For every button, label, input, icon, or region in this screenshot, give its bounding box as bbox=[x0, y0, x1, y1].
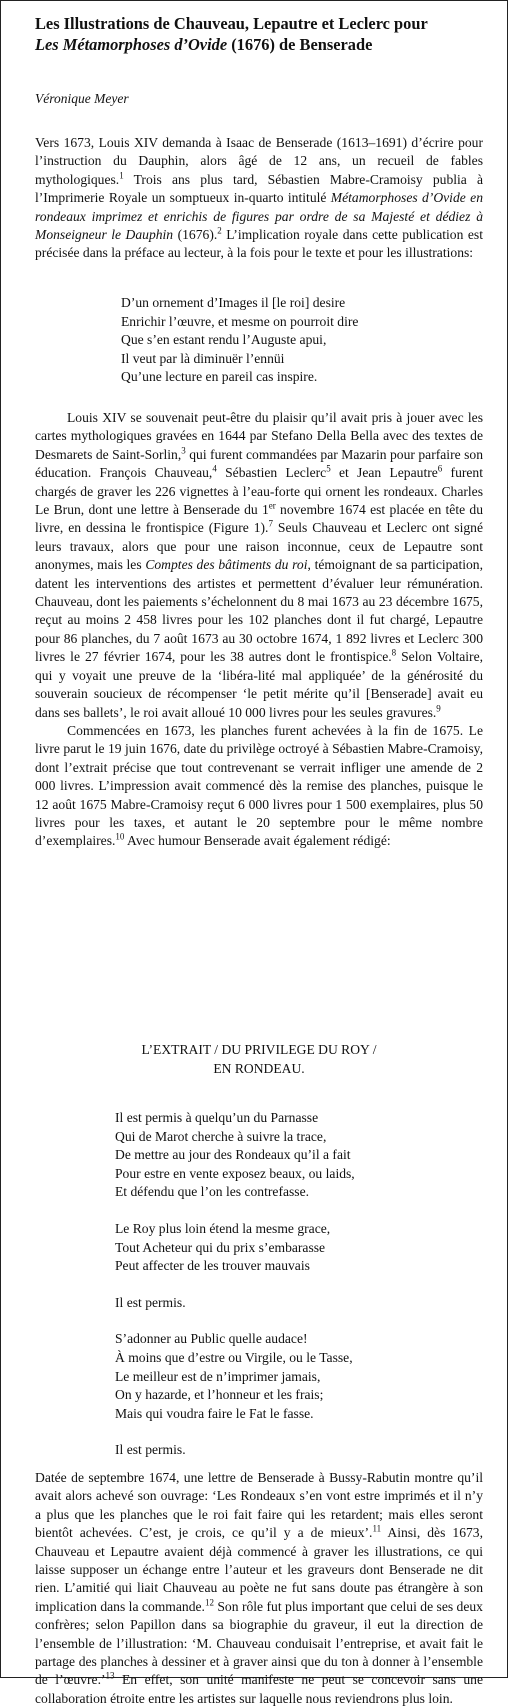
footnote-ref[interactable]: 5 bbox=[326, 463, 331, 474]
poem-line: On y hazarde, et l’honneur et les frais; bbox=[115, 1387, 324, 1403]
poem-line: Et défendu que l’on les contrefasse. bbox=[115, 1184, 310, 1200]
footnote-ref[interactable]: 7 bbox=[268, 518, 273, 529]
verse-line: Que s’en estant rendu l’Auguste apui, bbox=[121, 332, 327, 348]
poem-line: Le Roy plus loin étend la mesme grace, bbox=[115, 1220, 331, 1236]
author-name: Véronique Meyer bbox=[35, 91, 129, 106]
paragraph-4: Datée de septembre 1674, une lettre de Benserade à Bussy-Rabutin montre qu’il avait alors achevé son ouvrage: ‘Les Rondeaux s’en vont estre imprimés et il n’y a plus que les planches que le roi fait faire qui les retardent; mais elles seront bientôt achevées. C’est, je crois, ce qu’il y a de mieux’.$^{11}$ Ainsi, dès 1673, Chauveau et Lepautre avaient déjà commencé à graver les illustrations, ce qui laisse supposer un échange entre l’auteur et les graveurs dont Benserade ne dit rien. L’amitié qui liait Chauveau au poète ne fut sans doute pas étrangère à son implication dans la commande.$^{12}$ Son rôle fut plus important que celui de ses deux confrères; selon Papillon dans sa biographie du graveur, il eut la direction de l’ensemble de l’illustration: ‘M. Chauveau conduisait l’entreprise, et avait fait le partage des planches à dessiner et à graver ainsi que du ton à donner à l’ensemble de l’œuvre.’$^{13}$ En effet, son unité manifeste ne peut se concevoir sans une collaboration étroite entre les artistes sur laquelle nous reviendrons plus loin. bbox=[35, 1470, 483, 1706]
poem-line: Qui de Marot cherche à suivre la trace, bbox=[115, 1128, 327, 1144]
verse-line: D’un ornement d’Images il [le roi] desire bbox=[121, 295, 346, 310]
footnote-ref[interactable]: 12 bbox=[204, 1597, 214, 1608]
verse-line: Enrichir l’œuvre, et mesme on pourroit dire bbox=[121, 313, 359, 329]
footnote-ref[interactable]: 13 bbox=[105, 1670, 115, 1681]
title-line-1: Les Illustrations de Chauveau, Lepautre et Leclerc pour bbox=[35, 14, 428, 33]
poem-line: S’adonner au Public quelle audace! bbox=[115, 1331, 308, 1347]
poem-line: Pour estre en vente exposez beaux, ou laids, bbox=[115, 1165, 355, 1181]
poem-line: Mais qui voudra faire le Fat le fasse. bbox=[115, 1405, 314, 1421]
paragraph-2: Louis XIV se souvenait peut-être du plaisir qu’il avait pris à jouer avec les cartes mythologiques gravées en 1644 par Stefano Della Bella avec des textes de Desmarets de Saint-Sorlin,$^3$ qui furent commandées par Mazarin pour parfaire son éducation. François Chauveau,$^4$ Sébastien Leclerc$^5$ et Jean Lepautre$^6$ furent chargés de graver les 226 vignettes à l’eau-forte qui ornent les rondeaux. Charles Le Brun, dont une lettre à Benserade du 1er novembre 1674 est placée en tête du livre, en dessina le frontispice (Figure 1).$^7$ Seuls Chauveau et Leclerc ont signé leurs travaux, alors que pour une raison inconnue, ceux de Lepautre sont anonymes, mais les Comptes des bâtiments du roi, témoignant de sa participation, datent les interventions des artistes et permettent d’évaluer leur rémunération. Chauveau, dont les paiements s’échelonnent du 8 mai 1673 au 23 décembre 1675, reçut au moins 2 458 livres pour les 102 planches dont il fut chargé, Lepautre pour 86 planches, du 7 août 1673 au 30 octobre 1674, 1 892 livres et Leclerc 300 livres le 27 février 1674, pour les 38 autres dont le frontispice.$^8$ Selon Voltaire, qui y voyait une preuve de la ‘libéra-lité mal appliquée’ de la générosité du souverain soucieux de récompenser ‘le petit mérite qu’il [Benserade] avait eu dans ses ballets’, le roi avait alloué 10 000 livres pour les seules gravures.$^9$ Commencées en 1673, les planches furent achevées à la fin de 1675. Le livre parut le 19 juin 1676, date du privilège octroyé à Sébastien Mabre-Cramoisy, dont l’extrait précise que tout contrevenant se verrait infliger une amende de 2 000 livres. L’impression avait commencé dès la remise des planches, puisque le 12 août 1675 Mabre-Cramoisy reçut 6 000 livres pour 1 500 exemplaires, plus 50 livres pour les taxes, et autant le 20 septembre pour le même nombre d’exemplaires.$^{10}$ Avec humour Benserade avait également rédigé: bbox=[35, 410, 484, 849]
article-title bbox=[35, 13, 481, 55]
poem-line: Peut affecter de les trouver mauvais bbox=[115, 1258, 310, 1274]
poem-line: Tout Acheteur qui du prix s’embarasse bbox=[115, 1239, 326, 1255]
poem-line: Il est permis à quelqu’un du Parnasse bbox=[115, 1110, 319, 1125]
verse-quotation bbox=[121, 294, 451, 387]
footnote-ref[interactable]: 8 bbox=[391, 647, 397, 658]
footnote-ref[interactable]: 4 bbox=[212, 463, 217, 474]
poem-line: De mettre au jour des Rondeaux qu’il a fait bbox=[115, 1147, 351, 1163]
privilege-heading: L’EXTRAIT / DU PRIVILEGE DU ROY / EN RONDEAU. bbox=[141, 1042, 377, 1076]
title-line-2-rest: (1676) de Benserade bbox=[227, 35, 373, 54]
footnote-ref[interactable]: 11 bbox=[372, 1523, 382, 1534]
verse-line: Qu’une lecture en pareil cas inspire. bbox=[121, 369, 318, 385]
poem-refrain: Il est permis. bbox=[115, 1294, 186, 1310]
rondeau-poem bbox=[115, 1109, 475, 1460]
footnote-ref[interactable]: 2 bbox=[217, 225, 222, 236]
footnote-ref[interactable]: 3 bbox=[181, 445, 186, 456]
poem-line: À moins que d’estre ou Virgile, ou le Tasse, bbox=[115, 1349, 353, 1365]
poem-refrain: Il est permis. bbox=[115, 1442, 186, 1458]
verse-line: Il veut par là diminuër l’ennüi bbox=[121, 350, 285, 366]
footnote-ref[interactable]: 9 bbox=[436, 702, 441, 713]
footnote-ref[interactable]: 10 bbox=[115, 831, 125, 842]
paragraph-1: Vers 1673, Louis XIV demanda à Isaac de Benserade (1613–1691) d’écrire pour l’instruction du Dauphin, alors âgé de 12 ans, un recueil de fables mythologiques.$^1$ Trois ans plus tard, Sébastien Mabre-Cramoisy publia à l’Imprimerie Royale un somptueux in-quarto intitulé Métamorphoses d’Ovide en rondeaux imprimez et enrichis de figures par ordre de sa Majesté et dédiez à Monseigneur le Dauphin (1676).$^2$ L’implication royale dans cette publication est précisée dans la préface au lecteur, à la fois pour le texte et pour les illustrations: bbox=[35, 135, 483, 261]
title-italic-work: Les Métamorphoses d’Ovide bbox=[35, 35, 228, 54]
footnote-ref[interactable]: 1 bbox=[119, 170, 124, 181]
poem-line: Le meilleur est de n’imprimer jamais, bbox=[115, 1368, 321, 1384]
footnote-ref[interactable]: 6 bbox=[437, 463, 443, 474]
